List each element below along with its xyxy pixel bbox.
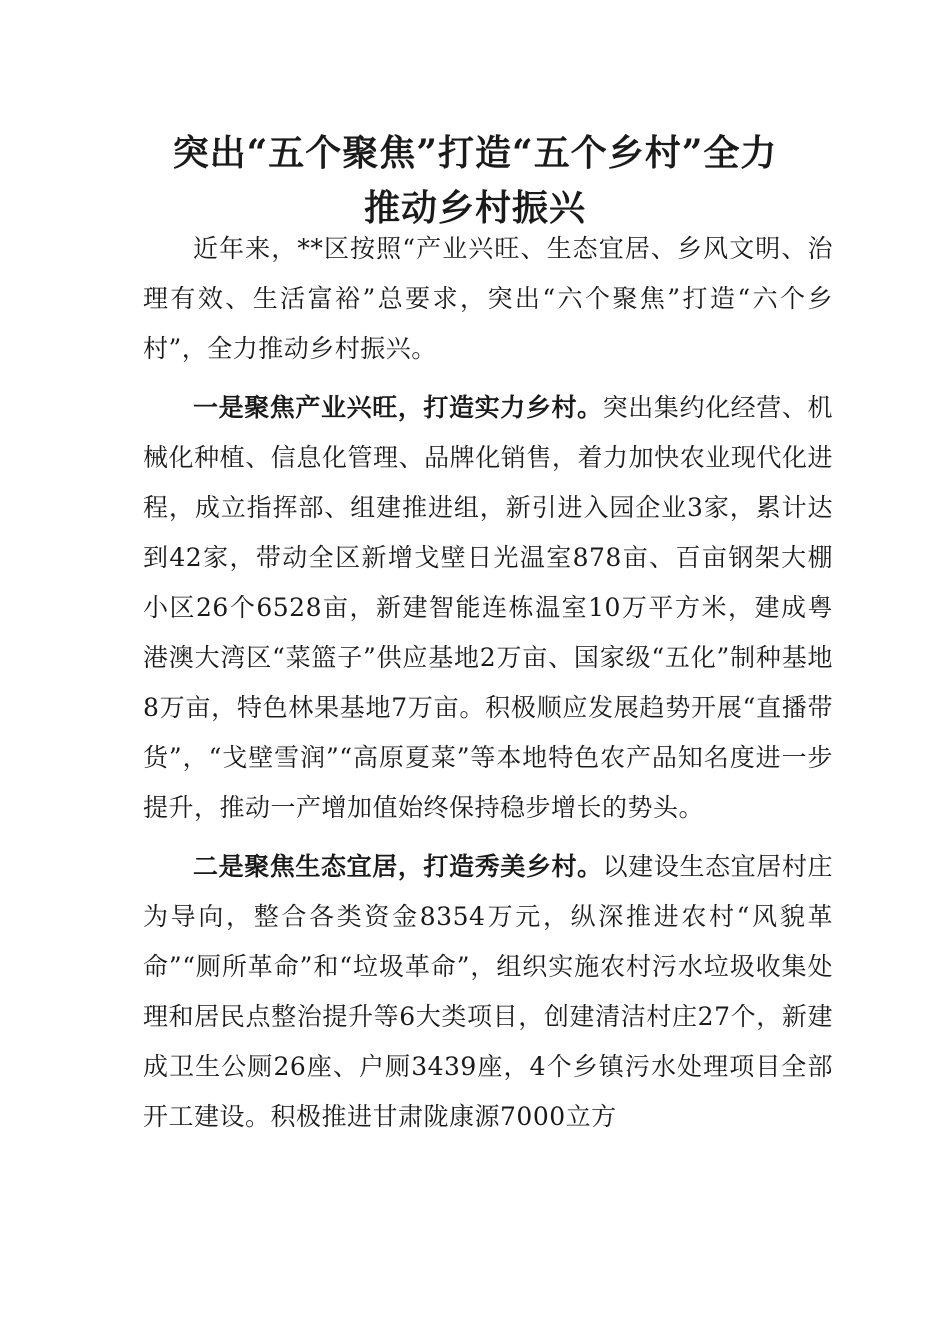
document-title-line-1: 突出“五个聚焦”打造“五个乡村”全力: [172, 132, 778, 174]
paragraph-text: 以建设生态宜居村庄为导向，整合各类资金8354万元，纵深推进农村“风貌革命”“厕所革命”和“垃圾革命”，组织实施农村污水垃圾收集处理和居民点整治提升等6大类项目，创建清洁村庄27个，新建成卫生公厕26座、户厕3439座，4个乡镇污水处理项目全部开工建设。积极推进甘肃陇康源7000立方: [143, 852, 833, 1131]
paragraph-text: 近年来，**区按照“产业兴旺、生态宜居、乡风文明、治理有效、生活富裕”总要求，突出“六个聚焦”打造“六个乡村”，全力推动乡村振兴。: [143, 234, 833, 363]
paragraph-intro: [143, 224, 833, 374]
paragraph-ecology: [143, 842, 833, 1142]
document-title-line-2: 推动乡村振兴: [363, 187, 586, 229]
paragraph-text: 突出集约化经营、机械化种植、信息化管理、品牌化销售，着力加快农业现代化进程，成立指挥部、组建推进组，新引进入园企业3家，累计达到42家，带动全区新增戈壁日光温室878亩、百亩钢架大棚小区26个6528亩，新建智能连栋温室10万平方米，建成粤港澳大湾区“菜篮子”供应基地2万亩、国家级“五化”制种基地8万亩，特色林果基地7万亩。积极顺应发展趋势开展“直播带货”，“戈壁雪润”“高原夏菜”等本地特色农产品知名度进一步提升，推动一产增加值始终保持稳步增长的势头。: [143, 393, 833, 822]
paragraph-industry: [143, 383, 833, 833]
document-body: [143, 224, 833, 1142]
paragraph-lead-heading: 二是聚焦生态宜居，打造秀美乡村。: [193, 852, 603, 881]
paragraph-lead-heading: 一是聚焦产业兴旺，打造实力乡村。: [193, 393, 603, 422]
